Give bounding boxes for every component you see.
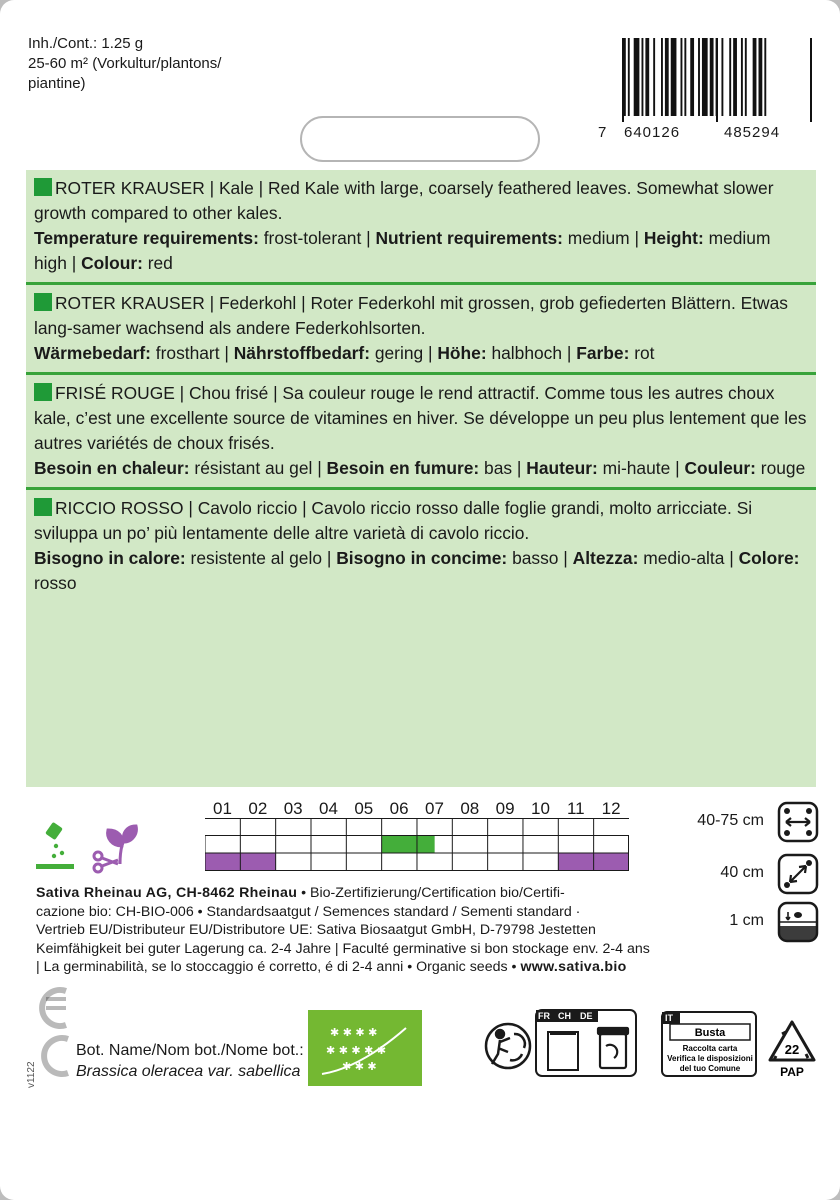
calendar-month: 02 [248, 799, 268, 818]
requirement-value: rot [629, 343, 655, 363]
area-coverage: 25-60 m² (Vorkultur/plantons/ [28, 55, 222, 72]
busta-line-1: Raccolta carta [682, 1044, 738, 1053]
legend-icons [36, 820, 156, 881]
busta-line-2: Verifica le disposizioni [667, 1054, 753, 1063]
plant-spacing-icon [776, 852, 820, 896]
variety-description-panel [26, 170, 816, 787]
barcode-bar [698, 38, 700, 116]
requirement-value: frosthart | [150, 343, 234, 363]
requirement-value: rouge [755, 458, 806, 478]
requirement-value: mi-haute | [597, 458, 685, 478]
variety-intro [34, 381, 808, 456]
green-square-icon [34, 498, 52, 516]
requirement-value: medium high | [34, 228, 771, 273]
intro-text: ROTER KRAUSER | Federkohl | Roter Federkohl mit grossen, grob gefiederten Blättern. Etwas lang-samer wachsend als andere Federkohlsorten. [34, 293, 788, 338]
barcode-bar [764, 38, 766, 116]
description-block-fr [26, 375, 816, 490]
company-name: Sativa Rheinau AG, CH-8462 Rheinau [36, 885, 298, 901]
content-weight: Inh./Cont.: 1.25 g [28, 35, 144, 52]
recycling-icons [480, 1008, 660, 1089]
barcode-digits-right: 485294 [724, 124, 781, 141]
calendar-month: 08 [460, 799, 480, 818]
sowing-icon [36, 822, 74, 869]
requirement-value: bas | [479, 458, 527, 478]
row-sowing-cell-07 [417, 836, 435, 854]
harvest-icon [94, 826, 136, 872]
requirement-value: rosso [34, 573, 77, 593]
requirement-label: Altezza: [572, 548, 639, 568]
green-square-icon [34, 178, 52, 196]
botanical-name-latin: Brassica oleracea var. sabellica [76, 1063, 301, 1080]
germination-info-it: | La germinabilità, se lo stoccaggio é corretto, é di 2-4 anni • Organic seeds • [36, 959, 521, 975]
barcode-bar [684, 38, 686, 116]
requirements-line [34, 546, 808, 596]
calendar-month: 11 [566, 799, 585, 818]
barcode-guard-bar [810, 38, 812, 122]
pap-label: PAP [780, 1065, 804, 1079]
requirement-label: Height: [643, 228, 704, 248]
country-ch: CH [558, 1011, 571, 1021]
it-label: IT [665, 1013, 673, 1023]
germination-info: Keimfähigkeit bei guter Lagerung ca. 2-4 Jahre | Faculté germinative si bon stockage env. 2-4 ans [36, 940, 650, 957]
calendar-grid [205, 818, 629, 874]
intro-text: FRISÉ ROUGE | Chou frisé | Sa couleur rouge le rend attractif. Comme tous les autres choux kale, c’est une excellente source de vitamines en hiver. Se développe un peu plus lentement que les autres variétés de choux frisés. [34, 383, 807, 453]
calendar-month: 01 [213, 799, 232, 818]
description-block-de [26, 285, 816, 375]
green-square-icon [34, 383, 52, 401]
barcode-bar [653, 38, 655, 116]
requirement-label: Höhe: [437, 343, 487, 363]
barcode-bar [745, 38, 747, 116]
requirement-label: Hauteur: [526, 458, 598, 478]
barcode-bar [642, 38, 644, 116]
requirement-value: résistant au gel | [189, 458, 327, 478]
calendar-month: 10 [531, 799, 550, 818]
barcode-bar [702, 38, 708, 116]
calendar-month: 07 [425, 799, 444, 818]
requirements-line [34, 226, 808, 276]
eu-organic-logo [308, 1010, 422, 1086]
requirements-line [34, 456, 808, 481]
intro-text: ROTER KRAUSER | Kale | Red Kale with large, coarsely feathered leaves. Somewhat slower growth compared to other kales. [34, 178, 774, 223]
requirement-label: Bisogno in concime: [336, 548, 508, 568]
barcode-digit-lead: 7 [598, 124, 608, 141]
barcode-bar [759, 38, 763, 116]
row-harvest-cell-01 [205, 853, 240, 871]
barcode-bar [733, 38, 737, 116]
requirement-label: Colore: [738, 548, 800, 568]
barcode-guard-bar [622, 38, 624, 122]
requirement-label: Nährstoffbedarf: [233, 343, 370, 363]
requirement-value: medio-alta | [638, 548, 739, 568]
barcode-digits-left: 640126 [624, 124, 681, 141]
barcode-bar [665, 38, 669, 116]
certification-text: • Bio-Zertifizierung/Certification bio/Certifi- [297, 885, 565, 901]
requirement-label: Besoin en fumure: [326, 458, 480, 478]
requirement-value: resistente al gelo | [185, 548, 337, 568]
row-spacing-icon [776, 800, 820, 844]
sowing-harvest-calendar [205, 795, 629, 875]
producer-info [36, 884, 666, 977]
barcode-bars [598, 38, 818, 122]
row-sowing-cell-06 [382, 836, 417, 854]
description-block-it [26, 490, 816, 602]
country-de: DE [580, 1011, 593, 1021]
country-fr: FR [538, 1011, 550, 1021]
requirement-label: Nutrient requirements: [375, 228, 563, 248]
barcode [598, 38, 818, 146]
barcode-bar [628, 38, 630, 116]
variety-intro [34, 496, 808, 546]
requirement-value: red [142, 253, 173, 273]
barcode-guard-bar [716, 38, 718, 122]
pap-recycling-code [766, 1018, 818, 1080]
requirements-line [34, 341, 808, 366]
barcode-bar [634, 38, 640, 116]
barcode-bar [681, 38, 683, 116]
svg-text:✱ ✱ ✱ ✱ ✱: ✱ ✱ ✱ ✱ ✱ [326, 1044, 387, 1057]
row-harvest-cell-11 [558, 853, 593, 871]
calendar-month: 09 [495, 799, 515, 818]
description-block-en [26, 170, 816, 285]
botanical-name-label: Bot. Name/Nom bot./Nome bot.: [76, 1042, 304, 1059]
requirement-label: Colour: [81, 253, 143, 273]
plant-spacing-label: 40 cm [720, 864, 764, 881]
row-spacing-label: 40-75 cm [697, 812, 764, 829]
contents-info [28, 34, 288, 94]
requirement-label: Wärmebedarf: [34, 343, 151, 363]
requirement-label: Temperature requirements: [34, 228, 259, 248]
barcode-bar [753, 38, 757, 116]
requirement-value: frost-tolerant | [258, 228, 376, 248]
requirement-label: Farbe: [576, 343, 630, 363]
green-square-icon [34, 293, 52, 311]
row-harvest-cell-02 [240, 853, 275, 871]
botanical-name [76, 1040, 304, 1082]
country-flags [536, 1010, 636, 1076]
barcode-bar [690, 38, 694, 116]
plant-spacing [690, 852, 820, 896]
svg-text:✱ ✱ ✱: ✱ ✱ ✱ [342, 1060, 377, 1073]
variety-intro [34, 291, 808, 341]
requirement-label: Couleur: [684, 458, 756, 478]
requirement-label: Bisogno in calore: [34, 548, 186, 568]
calendar-month: 03 [283, 799, 303, 818]
area-coverage-cont: piantine) [28, 75, 86, 92]
sowing-depth [690, 900, 820, 944]
intro-text: RICCIO ROSSO | Cavolo riccio | Cavolo riccio rosso dalle foglie grandi, molto arricciate. Si sviluppa un po’ più lentamente delle altre varietà di cavolo riccio. [34, 498, 753, 543]
svg-text:✱ ✱ ✱ ✱: ✱ ✱ ✱ ✱ [330, 1026, 378, 1039]
version-code: v1122 [26, 1061, 37, 1088]
sowing-depth-label: 1 cm [729, 912, 764, 929]
distributor-info: Vertrieb EU/Distributeur EU/Distributore UE: Sativa Biosaatgut GmbH, D-79798 Jestetten [36, 922, 596, 938]
requirement-value: basso | [507, 548, 573, 568]
barcode-bar [661, 38, 663, 116]
pap-number: 22 [784, 1042, 800, 1057]
calendar-month: 04 [319, 799, 338, 818]
calendar-month: 12 [601, 799, 621, 818]
busta-title: Busta [694, 1027, 726, 1039]
barcode-bar [721, 38, 723, 116]
barcode-bar [729, 38, 731, 116]
calendar-month: 06 [389, 799, 409, 818]
barcode-bar [671, 38, 677, 116]
certification-code: cazione bio: CH-BIO-006 • Standardsaatgut / Semences standard / Sementi standard · [36, 903, 581, 920]
barcode-bar [710, 38, 714, 116]
requirement-label: Besoin en chaleur: [34, 458, 190, 478]
busta-line-3: del tuo Comune [679, 1064, 741, 1073]
row-harvest-cell-12 [594, 853, 629, 871]
sowing-depth-icon [776, 900, 820, 944]
variety-intro [34, 176, 808, 226]
requirement-value: medium | [562, 228, 644, 248]
hang-hole [300, 116, 540, 162]
paper-bin-icon [598, 1028, 628, 1068]
barcode-bar [741, 38, 743, 116]
website-link[interactable]: www.sativa.bio [520, 959, 627, 975]
calendar-month: 05 [354, 799, 374, 818]
triman-icon [486, 1024, 530, 1068]
requirement-value: halbhoch | [486, 343, 577, 363]
requirement-value: gering | [369, 343, 438, 363]
barcode-bar [645, 38, 649, 116]
row-spacing [690, 800, 820, 844]
italy-paper-disposal [660, 1010, 758, 1080]
paper-sachet-icon [548, 1032, 578, 1070]
